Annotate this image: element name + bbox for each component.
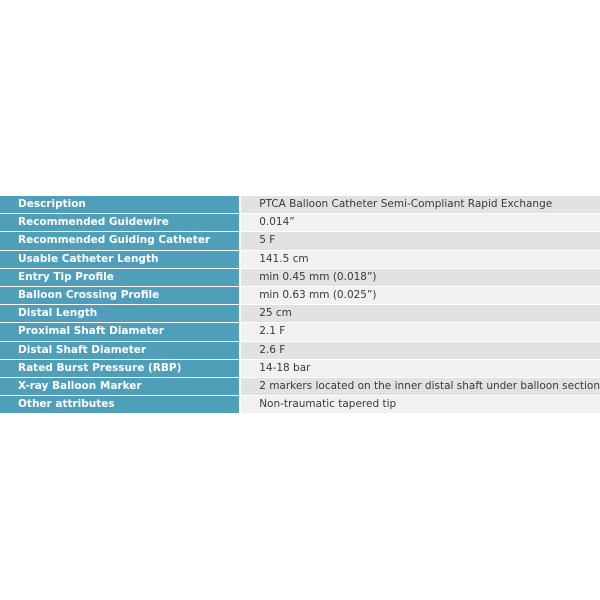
spec-label: Balloon Crossing Profile xyxy=(0,287,240,305)
spec-value: Non-traumatic tapered tip xyxy=(240,396,600,414)
spec-label: Entry Tip Profile xyxy=(0,268,240,286)
specifications-table xyxy=(0,196,600,414)
spec-label: Proximal Shaft Diameter xyxy=(0,323,240,341)
table-row xyxy=(0,250,600,268)
spec-label: Recommended Guiding Catheter xyxy=(0,232,240,250)
table-row xyxy=(0,359,600,377)
spec-label: Rated Burst Pressure (RBP) xyxy=(0,359,240,377)
spec-value: 0.014” xyxy=(240,214,600,232)
spec-value: 14-18 bar xyxy=(240,359,600,377)
table-row xyxy=(0,396,600,414)
spec-label: Recommended Guidewire xyxy=(0,214,240,232)
specifications-table-body xyxy=(0,196,600,414)
spec-value: min 0.45 mm (0.018”) xyxy=(240,268,600,286)
spec-label: Usable Catheter Length xyxy=(0,250,240,268)
table-row xyxy=(0,268,600,286)
spec-value: 5 F xyxy=(240,232,600,250)
table-row xyxy=(0,287,600,305)
spec-value: 2.6 F xyxy=(240,341,600,359)
spec-value: 25 cm xyxy=(240,305,600,323)
spec-label: Distal Shaft Diameter xyxy=(0,341,240,359)
spec-value: 141.5 cm xyxy=(240,250,600,268)
table-row xyxy=(0,214,600,232)
table-row xyxy=(0,196,600,214)
spec-label: Other attributes xyxy=(0,396,240,414)
table-row xyxy=(0,341,600,359)
spec-value: 2.1 F xyxy=(240,323,600,341)
table-row xyxy=(0,323,600,341)
spec-value: 2 markers located on the inner distal shaft under balloon section xyxy=(240,378,600,396)
spec-label: Description xyxy=(0,196,240,214)
spec-value: PTCA Balloon Catheter Semi-Compliant Rapid Exchange xyxy=(240,196,600,214)
table-row xyxy=(0,232,600,250)
spec-label: Distal Length xyxy=(0,305,240,323)
table-row xyxy=(0,378,600,396)
spec-value: min 0.63 mm (0.025”) xyxy=(240,287,600,305)
spec-label: X-ray Balloon Marker xyxy=(0,378,240,396)
table-row xyxy=(0,305,600,323)
